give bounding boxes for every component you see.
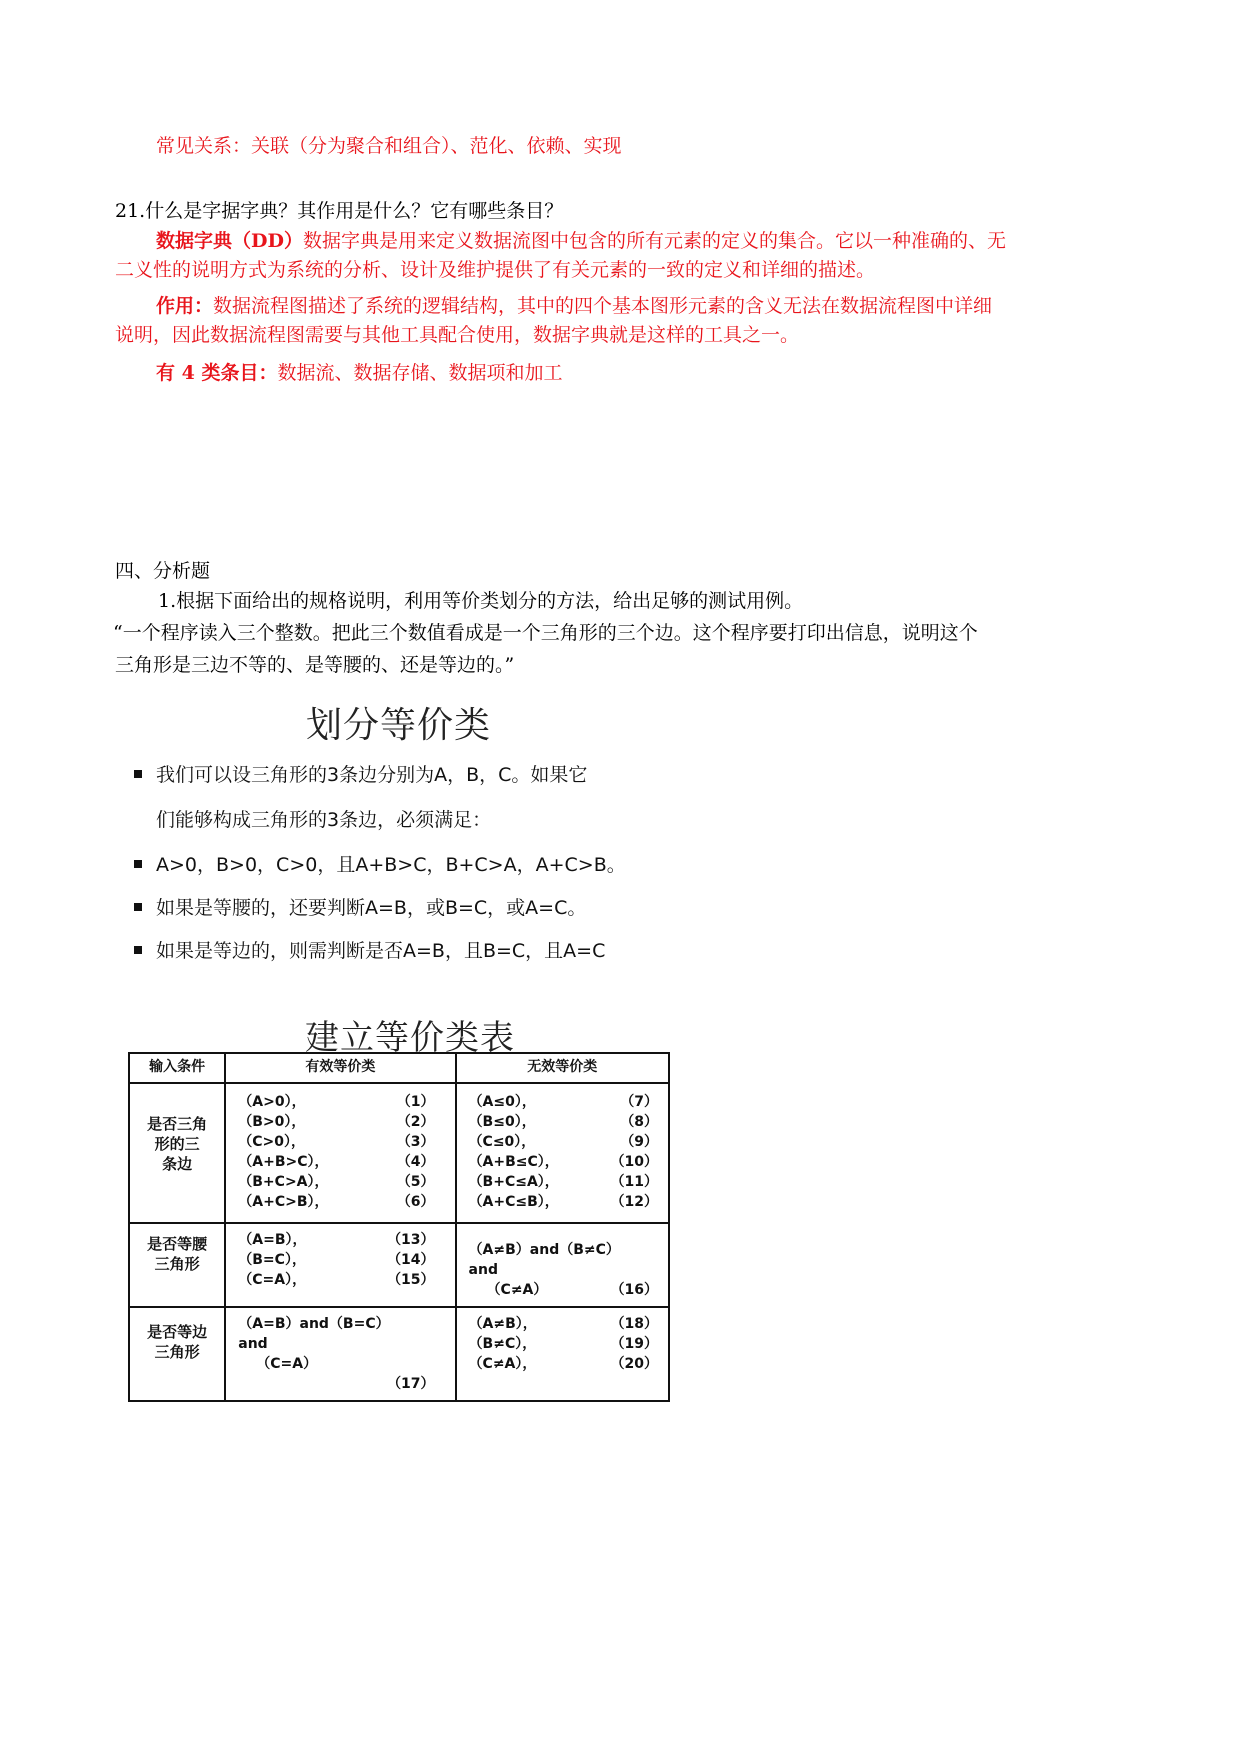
- valid-cell: [225, 1083, 455, 1223]
- q21-paragraph-2-line-2: 说明，因此数据流程图需要与其他工具配合使用，数据字典就是这样的工具之一。: [115, 324, 800, 346]
- table-header-row: [129, 1053, 669, 1083]
- bullet-square-icon: [134, 903, 142, 911]
- class-entry: （C>0）， （3）: [238, 1134, 435, 1150]
- class-entry: （A=B）， （13）: [238, 1232, 435, 1248]
- condition-line: 形的三: [154, 1135, 200, 1153]
- class-entry: （B>0）， （2）: [238, 1114, 435, 1130]
- condition-cell: [129, 1223, 225, 1307]
- bullet-text: A>0，B>0，C>0，且A+B>C，B+C>A，A+C>B。: [156, 854, 626, 876]
- invalid-cell: [456, 1307, 669, 1401]
- header-invalid-classes: 无效等价类: [456, 1053, 669, 1083]
- class-entry: （C≠A） （16）: [486, 1282, 658, 1298]
- class-entry: （B≠C）， （19）: [468, 1336, 658, 1352]
- class-entry: （A≠B）， （18）: [468, 1316, 658, 1332]
- class-entry: （A≤0）， （7）: [468, 1094, 658, 1110]
- condition-line: 是否三角: [147, 1115, 208, 1133]
- q21-paragraph-2-line-1: [156, 292, 992, 320]
- table-row: [129, 1307, 669, 1401]
- q21-paragraph-1-line-1: [156, 227, 1006, 255]
- valid-cell: [225, 1223, 455, 1307]
- class-entry: （B=C）， （14）: [238, 1252, 435, 1268]
- class-entry: （A+C>B）， （6）: [238, 1194, 435, 1210]
- class-entry: （17）: [387, 1376, 435, 1392]
- relations-line: 常见关系：关联（分为聚合和组合）、范化、依赖、实现: [156, 135, 622, 157]
- condition-line: 是否等边: [147, 1323, 208, 1341]
- bullet-text: 我们可以设三角形的3条边分别为A，B，C。如果它: [156, 764, 588, 786]
- q21-paragraph-1-line-2: 二义性的说明方式为系统的分析、设计及维护提供了有关元素的一致的定义和详细的描述。: [115, 259, 876, 281]
- slide1-bullet-3: [134, 893, 586, 920]
- condition-line: 三角形: [154, 1255, 200, 1273]
- slide2-title: 建立等价类表: [305, 1018, 515, 1058]
- class-entry: （A+B>C）， （4）: [238, 1154, 435, 1170]
- class-entry: （A≠B）and（B≠C）and: [468, 1242, 613, 1278]
- usage-text: 数据流程图描述了系统的逻辑结构，其中的四个基本图形元素的含义无法在数据流程图中详细: [213, 295, 993, 317]
- condition-line: 条边: [162, 1155, 193, 1173]
- class-entry: （B+C≤A）， （11）: [468, 1174, 658, 1190]
- condition-line: 三角形: [154, 1343, 200, 1361]
- class-entry: （B≤0）， （8）: [468, 1114, 658, 1130]
- table-row: [129, 1083, 669, 1223]
- class-entry: （B+C>A）， （5）: [238, 1174, 435, 1190]
- q21-paragraph-3: [156, 359, 562, 387]
- class-entry: （A+C≤B）， （12）: [468, 1194, 658, 1210]
- bullet-square-icon: [134, 946, 142, 954]
- slide1-bullet-4: [134, 936, 605, 963]
- slide1-bullet-2: [134, 850, 626, 877]
- header-valid-classes: 有效等价类: [225, 1053, 455, 1083]
- class-entry: （A+B≤C）， （10）: [468, 1154, 658, 1170]
- slide1-bullet-1-cont: 们能够构成三角形的3条边，必须满足：: [156, 809, 492, 831]
- dd-label: 数据字典（DD）: [156, 230, 303, 252]
- entries-text: 数据流、数据存储、数据项和加工: [277, 362, 563, 384]
- condition-cell: [129, 1307, 225, 1401]
- question-21: 21.什么是字据字典？其作用是什么？它有哪些条目？: [115, 200, 564, 222]
- dd-text: 数据字典是用来定义数据流图中包含的所有元素的定义的集合。它以一种准确的、无: [302, 230, 1006, 252]
- class-entry: （A>0）， （1）: [238, 1094, 435, 1110]
- slide1-bullet-1: [134, 760, 587, 787]
- class-entry: （C=A）， （15）: [238, 1272, 435, 1288]
- class-entry: （C=A）: [256, 1356, 318, 1372]
- usage-label: 作用：: [156, 295, 214, 317]
- bullet-text: 如果是等边的，则需判断是否A=B，且B=C，且A=C: [156, 940, 606, 962]
- valid-cell: [225, 1307, 455, 1401]
- invalid-cell: [456, 1223, 669, 1307]
- invalid-cell: [456, 1083, 669, 1223]
- condition-line: 是否等腰: [147, 1235, 208, 1253]
- section-4-heading: 四、分析题: [115, 560, 211, 582]
- condition-cell: [129, 1083, 225, 1223]
- header-input-condition: 输入条件: [129, 1053, 225, 1083]
- quote-line-1: “一个程序读入三个整数。把此三个数值看成是一个三角形的三个边。这个程序要打印出信息，说明这个: [113, 622, 978, 644]
- entries-label: 有 4 类条目：: [156, 362, 278, 384]
- bullet-square-icon: [134, 770, 142, 778]
- class-entry: （C≤0）， （9）: [468, 1134, 658, 1150]
- analysis-question-1: 1.根据下面给出的规格说明，利用等价类划分的方法，给出足够的测试用例。: [158, 590, 804, 612]
- class-entry: （A=B）and（B=C）and: [238, 1316, 390, 1352]
- equivalence-class-table: [128, 1052, 670, 1402]
- table-row: [129, 1223, 669, 1307]
- bullet-text: 如果是等腰的，还要判断A=B，或B=C，或A=C。: [156, 897, 587, 919]
- bullet-square-icon: [134, 860, 142, 868]
- class-entry: （C≠A）， （20）: [468, 1356, 658, 1372]
- quote-line-2: 三角形是三边不等的、是等腰的、还是等边的。”: [115, 654, 515, 676]
- slide1-title: 划分等价类: [306, 705, 492, 746]
